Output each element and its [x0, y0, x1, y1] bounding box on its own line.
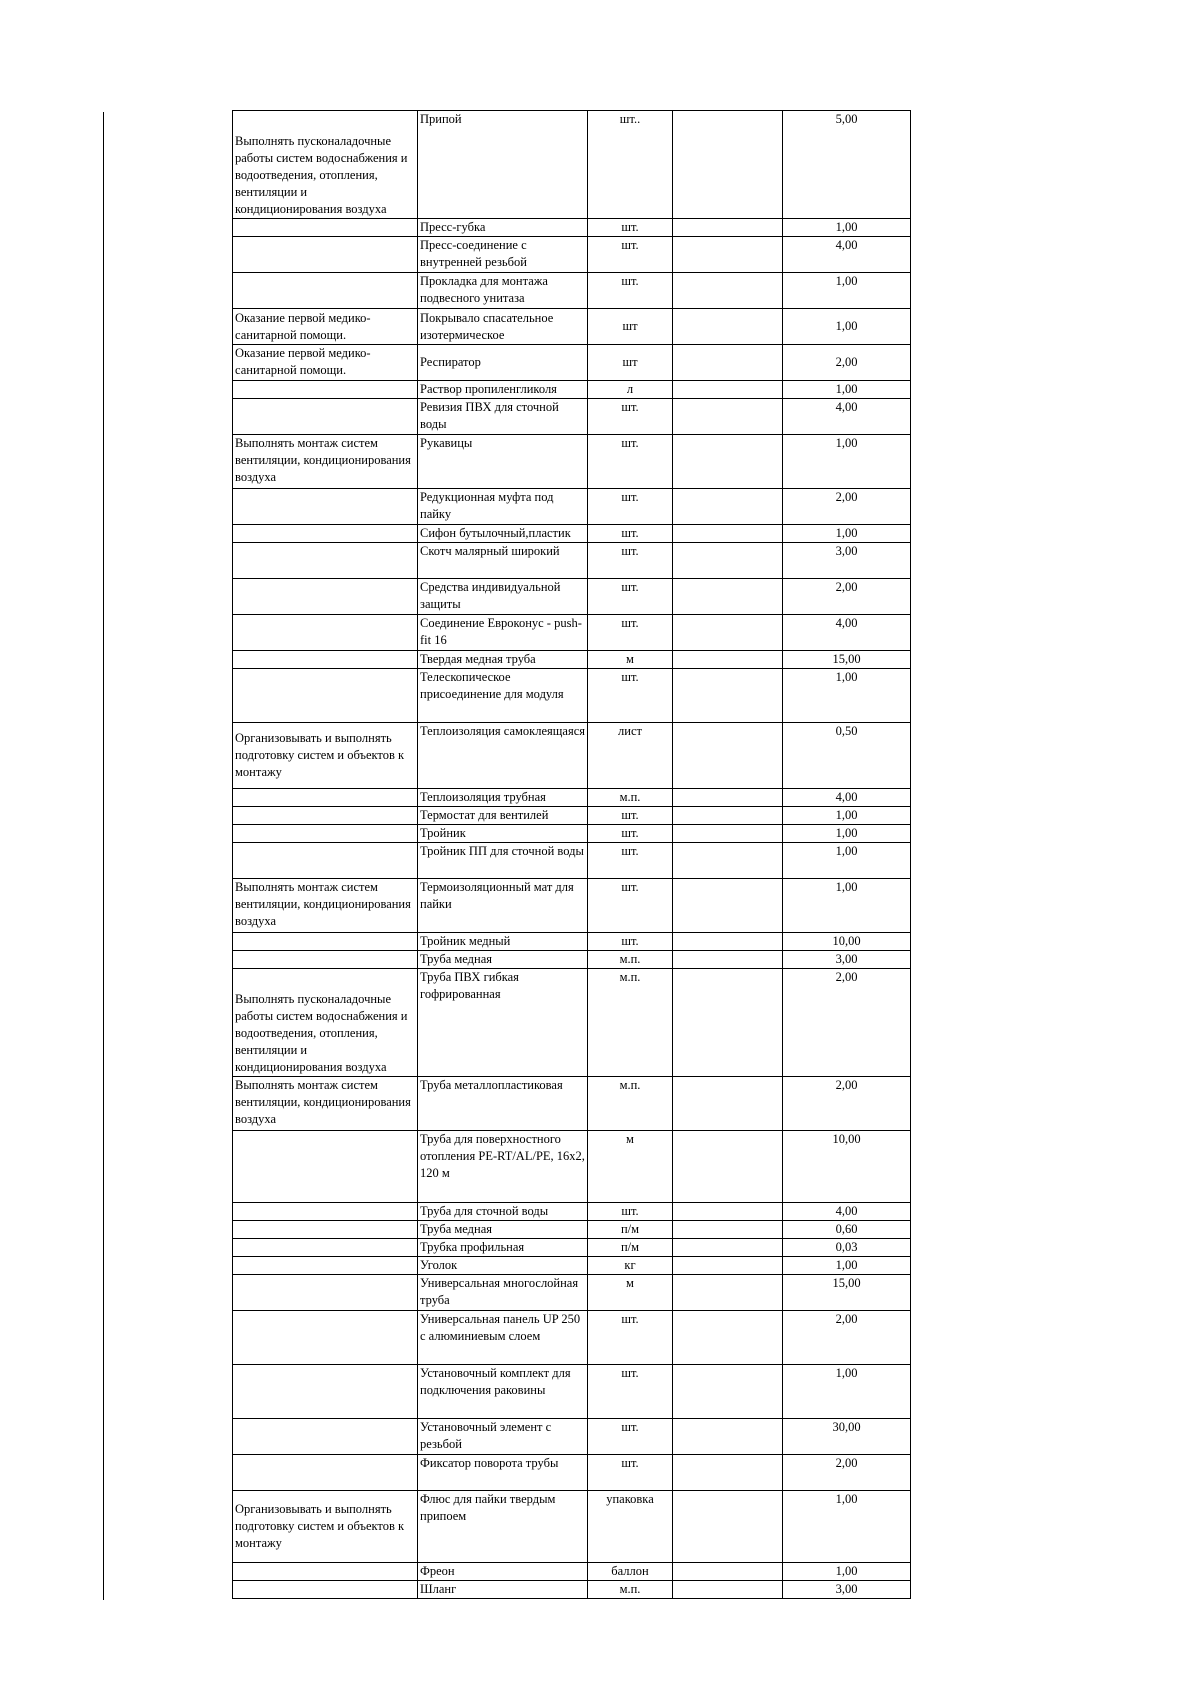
quantity-cell: 2,00 — [783, 1311, 911, 1365]
table-row — [233, 435, 911, 489]
material-name-cell: Респиратор — [418, 345, 588, 381]
table-row — [233, 1221, 911, 1239]
table-row — [233, 381, 911, 399]
quantity-cell: 1,00 — [783, 825, 911, 843]
activity-cell — [233, 1221, 418, 1239]
unit-cell: упаковка — [588, 1491, 673, 1563]
table-row — [233, 1203, 911, 1221]
empty-cell — [673, 1563, 783, 1581]
quantity-cell: 2,00 — [783, 345, 911, 381]
table-row — [233, 879, 911, 933]
material-name-cell: Тройник — [418, 825, 588, 843]
empty-cell — [673, 615, 783, 651]
activity-cell: Выполнять пусконаладочные работы систем водоснабжения и водоотведения, отопления, вентиляции и кондиционирования воздуха — [233, 969, 418, 1077]
quantity-cell: 1,00 — [783, 381, 911, 399]
unit-cell: шт. — [588, 273, 673, 309]
table-row — [233, 1491, 911, 1563]
empty-cell — [673, 843, 783, 879]
table-row — [233, 969, 911, 1077]
empty-cell — [673, 1491, 783, 1563]
activity-cell — [233, 1275, 418, 1311]
unit-cell: шт. — [588, 1311, 673, 1365]
unit-cell: шт — [588, 345, 673, 381]
table-row — [233, 1419, 911, 1455]
unit-cell: баллон — [588, 1563, 673, 1581]
empty-cell — [673, 1275, 783, 1311]
materials-table — [232, 110, 911, 1599]
material-name-cell: Труба медная — [418, 951, 588, 969]
table-row — [233, 669, 911, 723]
quantity-cell: 1,00 — [783, 843, 911, 879]
unit-cell: кг — [588, 1257, 673, 1275]
quantity-cell: 5,00 — [783, 111, 911, 219]
unit-cell: шт. — [588, 489, 673, 525]
material-name-cell: Трубка профильная — [418, 1239, 588, 1257]
activity-cell: Организовывать и выполнять подготовку систем и объектов к монтажу — [233, 1491, 418, 1563]
activity-cell — [233, 1311, 418, 1365]
quantity-cell: 1,00 — [783, 807, 911, 825]
quantity-cell: 3,00 — [783, 1581, 911, 1599]
table-row — [233, 579, 911, 615]
empty-cell — [673, 399, 783, 435]
quantity-cell: 15,00 — [783, 651, 911, 669]
empty-cell — [673, 1311, 783, 1365]
empty-cell — [673, 111, 783, 219]
activity-cell: Оказание первой медико-санитарной помощи. — [233, 345, 418, 381]
material-name-cell: Ревизия ПВХ для сточной воды — [418, 399, 588, 435]
unit-cell: шт. — [588, 669, 673, 723]
empty-cell — [673, 1365, 783, 1419]
quantity-cell: 1,00 — [783, 525, 911, 543]
quantity-cell: 0,60 — [783, 1221, 911, 1239]
unit-cell: шт. — [588, 399, 673, 435]
quantity-cell: 2,00 — [783, 969, 911, 1077]
activity-cell — [233, 399, 418, 435]
empty-cell — [673, 951, 783, 969]
quantity-cell: 2,00 — [783, 579, 911, 615]
material-name-cell: Фиксатор поворота трубы — [418, 1455, 588, 1491]
quantity-cell: 30,00 — [783, 1419, 911, 1455]
activity-cell — [233, 543, 418, 579]
activity-cell — [233, 615, 418, 651]
material-name-cell: Сифон бутылочный,пластик — [418, 525, 588, 543]
material-name-cell: Прокладка для монтажа подвесного унитаза — [418, 273, 588, 309]
material-name-cell: Теплоизоляция трубная — [418, 789, 588, 807]
quantity-cell: 0,50 — [783, 723, 911, 789]
activity-cell — [233, 237, 418, 273]
activity-cell — [233, 1419, 418, 1455]
unit-cell: п/м — [588, 1239, 673, 1257]
empty-cell — [673, 1581, 783, 1599]
table-row — [233, 843, 911, 879]
table-row — [233, 1311, 911, 1365]
unit-cell: шт. — [588, 1365, 673, 1419]
empty-cell — [673, 1455, 783, 1491]
material-name-cell: Твердая медная труба — [418, 651, 588, 669]
table-row — [233, 111, 911, 219]
table-row — [233, 1581, 911, 1599]
activity-cell: Организовывать и выполнять подготовку систем и объектов к монтажу — [233, 723, 418, 789]
material-name-cell: Установочный элемент с резьбой — [418, 1419, 588, 1455]
unit-cell: шт. — [588, 1455, 673, 1491]
material-name-cell: Рукавицы — [418, 435, 588, 489]
activity-cell — [233, 525, 418, 543]
activity-cell — [233, 1257, 418, 1275]
quantity-cell: 1,00 — [783, 435, 911, 489]
material-name-cell: Уголок — [418, 1257, 588, 1275]
unit-cell: шт. — [588, 543, 673, 579]
quantity-cell: 2,00 — [783, 1455, 911, 1491]
material-name-cell: Универсальная многослойная труба — [418, 1275, 588, 1311]
table-row — [233, 1455, 911, 1491]
empty-cell — [673, 237, 783, 273]
material-name-cell: Пресс-губка — [418, 219, 588, 237]
empty-cell — [673, 825, 783, 843]
material-name-cell: Труба для поверхностного отопления PE-RT/AL/PE, 16x2, 120 м — [418, 1131, 588, 1203]
activity-cell — [233, 1239, 418, 1257]
empty-cell — [673, 669, 783, 723]
material-name-cell: Тройник медный — [418, 933, 588, 951]
unit-cell: шт. — [588, 825, 673, 843]
unit-cell: шт — [588, 309, 673, 345]
material-name-cell: Фреон — [418, 1563, 588, 1581]
empty-cell — [673, 345, 783, 381]
quantity-cell: 2,00 — [783, 1077, 911, 1131]
unit-cell: шт. — [588, 237, 673, 273]
table-row — [233, 525, 911, 543]
activity-cell — [233, 1203, 418, 1221]
unit-cell: м — [588, 1275, 673, 1311]
table-row — [233, 789, 911, 807]
empty-cell — [673, 969, 783, 1077]
unit-cell: шт. — [588, 435, 673, 489]
unit-cell: шт. — [588, 933, 673, 951]
unit-cell: шт. — [588, 879, 673, 933]
table-row — [233, 1563, 911, 1581]
activity-cell: Выполнять монтаж систем вентиляции, кондиционирования воздуха — [233, 435, 418, 489]
table-row — [233, 825, 911, 843]
empty-cell — [673, 879, 783, 933]
quantity-cell: 1,00 — [783, 1491, 911, 1563]
activity-cell — [233, 933, 418, 951]
unit-cell: шт. — [588, 1203, 673, 1221]
table-row — [233, 489, 911, 525]
unit-cell: шт. — [588, 615, 673, 651]
table-row — [233, 309, 911, 345]
activity-cell — [233, 273, 418, 309]
unit-cell: лист — [588, 723, 673, 789]
quantity-cell: 4,00 — [783, 615, 911, 651]
table-row — [233, 1131, 911, 1203]
quantity-cell: 1,00 — [783, 1563, 911, 1581]
activity-cell: Оказание первой медико-санитарной помощи. — [233, 309, 418, 345]
material-name-cell: Раствор пропиленгликоля — [418, 381, 588, 399]
material-name-cell: Труба ПВХ гибкая гофрированная — [418, 969, 588, 1077]
activity-cell — [233, 1581, 418, 1599]
quantity-cell: 2,00 — [783, 489, 911, 525]
table-row — [233, 951, 911, 969]
activity-cell — [233, 1563, 418, 1581]
material-name-cell: Универсальная панель UP 250 с алюминиевым слоем — [418, 1311, 588, 1365]
activity-cell — [233, 951, 418, 969]
material-name-cell: Теплоизоляция самоклеящаяся — [418, 723, 588, 789]
empty-cell — [673, 1257, 783, 1275]
activity-cell — [233, 489, 418, 525]
quantity-cell: 10,00 — [783, 933, 911, 951]
empty-cell — [673, 651, 783, 669]
table-row — [233, 543, 911, 579]
activity-cell: Выполнять пусконаладочные работы систем водоснабжения и водоотведения, отопления, вентиляции и кондиционирования воздуха — [233, 111, 418, 219]
unit-cell: шт. — [588, 579, 673, 615]
activity-cell — [233, 843, 418, 879]
quantity-cell: 1,00 — [783, 1257, 911, 1275]
empty-cell — [673, 1077, 783, 1131]
table-row — [233, 933, 911, 951]
material-name-cell: Труба для сточной воды — [418, 1203, 588, 1221]
quantity-cell: 15,00 — [783, 1275, 911, 1311]
quantity-cell: 1,00 — [783, 669, 911, 723]
unit-cell: шт. — [588, 1419, 673, 1455]
material-name-cell: Труба металлопластиковая — [418, 1077, 588, 1131]
empty-cell — [673, 309, 783, 345]
table-row — [233, 399, 911, 435]
activity-cell — [233, 651, 418, 669]
activity-cell — [233, 669, 418, 723]
material-name-cell: Припой — [418, 111, 588, 219]
material-name-cell: Шланг — [418, 1581, 588, 1599]
activity-cell — [233, 1365, 418, 1419]
quantity-cell: 0,03 — [783, 1239, 911, 1257]
unit-cell: шт. — [588, 525, 673, 543]
table-row — [233, 237, 911, 273]
unit-cell: м.п. — [588, 1077, 673, 1131]
quantity-cell: 3,00 — [783, 543, 911, 579]
material-name-cell: Скотч малярный широкий — [418, 543, 588, 579]
table-row — [233, 1239, 911, 1257]
activity-cell — [233, 789, 418, 807]
activity-cell — [233, 825, 418, 843]
empty-cell — [673, 723, 783, 789]
quantity-cell: 1,00 — [783, 879, 911, 933]
quantity-cell: 4,00 — [783, 789, 911, 807]
quantity-cell: 4,00 — [783, 237, 911, 273]
table-row — [233, 345, 911, 381]
empty-cell — [673, 381, 783, 399]
empty-cell — [673, 1131, 783, 1203]
empty-cell — [673, 807, 783, 825]
material-name-cell: Труба медная — [418, 1221, 588, 1239]
activity-cell: Выполнять монтаж систем вентиляции, кондиционирования воздуха — [233, 1077, 418, 1131]
unit-cell: м — [588, 1131, 673, 1203]
unit-cell: шт. — [588, 843, 673, 879]
empty-cell — [673, 543, 783, 579]
empty-cell — [673, 525, 783, 543]
material-name-cell: Покрывало спасательное изотермическое — [418, 309, 588, 345]
empty-cell — [673, 1221, 783, 1239]
activity-cell — [233, 381, 418, 399]
empty-cell — [673, 1239, 783, 1257]
unit-cell: м.п. — [588, 1581, 673, 1599]
table-row — [233, 1275, 911, 1311]
materials-table-body — [233, 111, 911, 1599]
activity-cell — [233, 1455, 418, 1491]
activity-cell — [233, 579, 418, 615]
unit-cell: м.п. — [588, 951, 673, 969]
quantity-cell: 1,00 — [783, 309, 911, 345]
quantity-cell: 3,00 — [783, 951, 911, 969]
table-row — [233, 273, 911, 309]
empty-cell — [673, 1203, 783, 1221]
material-name-cell: Термоизоляционный мат для пайки — [418, 879, 588, 933]
empty-cell — [673, 273, 783, 309]
unit-cell: м — [588, 651, 673, 669]
table-row — [233, 723, 911, 789]
activity-cell — [233, 1131, 418, 1203]
empty-cell — [673, 1419, 783, 1455]
empty-cell — [673, 219, 783, 237]
unit-cell: м.п. — [588, 969, 673, 1077]
table-row — [233, 219, 911, 237]
table-row — [233, 615, 911, 651]
table-row — [233, 651, 911, 669]
empty-cell — [673, 789, 783, 807]
unit-cell: шт. — [588, 807, 673, 825]
material-name-cell: Редукционная муфта под пайку — [418, 489, 588, 525]
activity-cell: Выполнять монтаж систем вентиляции, кондиционирования воздуха — [233, 879, 418, 933]
empty-cell — [673, 579, 783, 615]
quantity-cell: 4,00 — [783, 1203, 911, 1221]
unit-cell: шт. — [588, 219, 673, 237]
table-row — [233, 1365, 911, 1419]
unit-cell: л — [588, 381, 673, 399]
table-row — [233, 807, 911, 825]
material-name-cell: Средства индивидуальной защиты — [418, 579, 588, 615]
material-name-cell: Тройник ПП для сточной воды — [418, 843, 588, 879]
unit-cell: м.п. — [588, 789, 673, 807]
quantity-cell: 1,00 — [783, 219, 911, 237]
activity-cell — [233, 807, 418, 825]
activity-cell — [233, 219, 418, 237]
unit-cell: п/м — [588, 1221, 673, 1239]
left-margin-line — [103, 112, 104, 1600]
material-name-cell: Флюс для пайки твердым припоем — [418, 1491, 588, 1563]
quantity-cell: 10,00 — [783, 1131, 911, 1203]
material-name-cell: Телескопическое присоединение для модуля — [418, 669, 588, 723]
quantity-cell: 1,00 — [783, 1365, 911, 1419]
empty-cell — [673, 933, 783, 951]
quantity-cell: 1,00 — [783, 273, 911, 309]
empty-cell — [673, 489, 783, 525]
material-name-cell: Пресс-соединение с внутренней резьбой — [418, 237, 588, 273]
table-row — [233, 1257, 911, 1275]
unit-cell: шт.. — [588, 111, 673, 219]
material-name-cell: Соединение Евроконус - push-fit 16 — [418, 615, 588, 651]
quantity-cell: 4,00 — [783, 399, 911, 435]
material-name-cell: Термостат для вентилей — [418, 807, 588, 825]
empty-cell — [673, 435, 783, 489]
material-name-cell: Установочный комплект для подключения раковины — [418, 1365, 588, 1419]
table-row — [233, 1077, 911, 1131]
